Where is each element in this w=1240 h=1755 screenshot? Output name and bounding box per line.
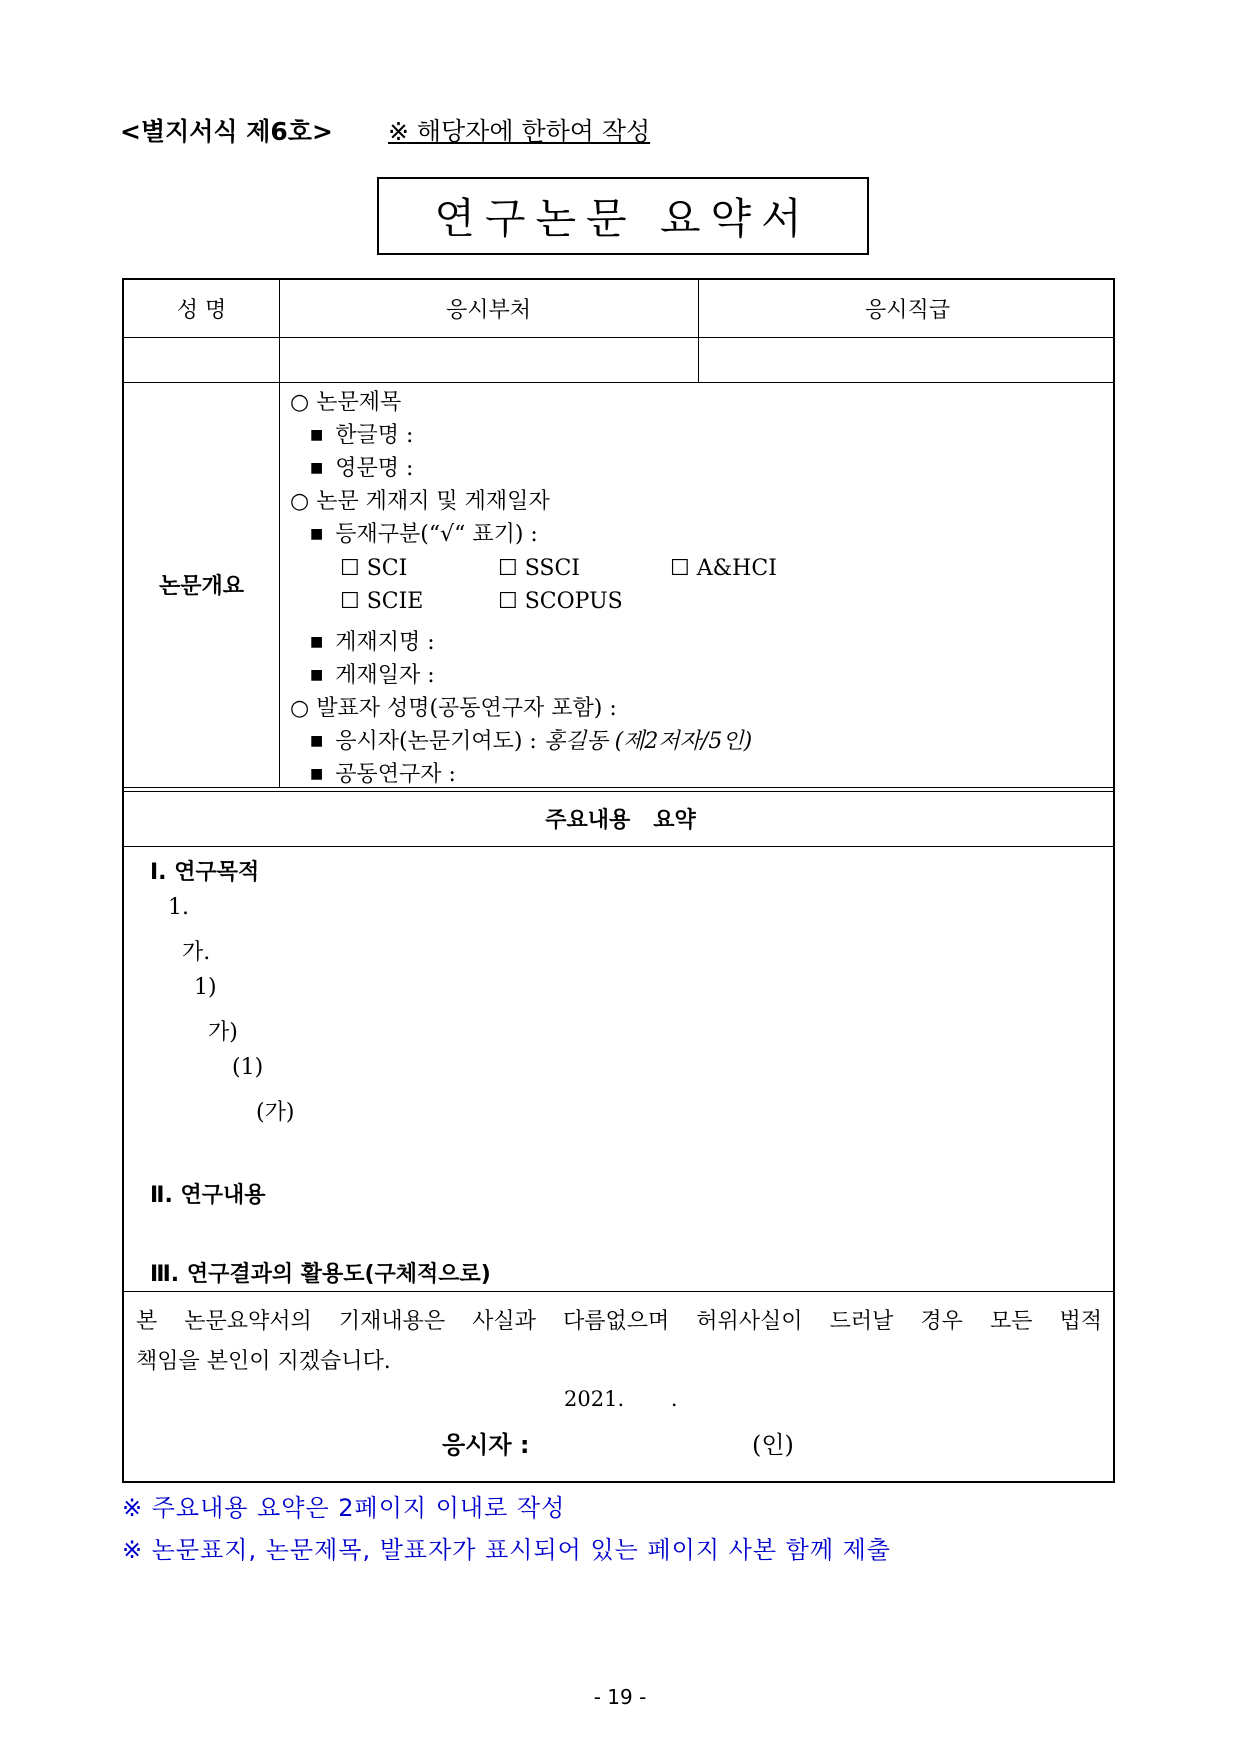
header-note: ※ 해당자에 한하여 작성 — [388, 117, 651, 146]
paper-title-heading: ○ 논문제목 — [290, 390, 402, 415]
journal-name-row — [310, 625, 435, 656]
korean-title-row — [310, 418, 413, 449]
pub-date-row — [310, 658, 435, 689]
declaration-line-1: 본 논문요약서의 기재내용은 사실과 다름없으며 허위사실이 드러날 경우 모든 법적 — [136, 1309, 1102, 1334]
form-number: <별지서식 제6호> — [120, 117, 333, 146]
outline-level-5: (1) — [232, 1055, 264, 1080]
category-label: 등재구분(“√“ 표기) : — [335, 522, 538, 547]
square-bullet-icon: ■ — [310, 526, 324, 542]
author-heading: ○ 발표자 성명(공동연구자 포함) : — [290, 696, 617, 721]
checkbox-ssci[interactable]: ☐ SSCI — [498, 556, 580, 581]
grade-field[interactable] — [698, 337, 1117, 382]
footnote-submit-copy: ※ 논문표지, 논문제목, 발표자가 표시되어 있는 페이지 사본 함께 제출 — [122, 1536, 891, 1564]
checkbox-sci[interactable]: ☐ SCI — [340, 556, 408, 581]
english-title-label: 영문명 : — [335, 456, 414, 481]
korean-title-label: 한글명 : — [335, 423, 414, 448]
square-bullet-icon: ■ — [310, 427, 324, 443]
form-header — [120, 112, 651, 148]
applicant-row — [310, 724, 752, 755]
signer-label: 응시자 : — [442, 1431, 530, 1459]
outline-level-4: 가) — [208, 1020, 238, 1045]
grade-header: 응시직급 — [864, 298, 950, 323]
section-3-heading: Ⅲ. 연구결과의 활용도(구체적으로) — [150, 1262, 491, 1287]
square-bullet-icon: ■ — [310, 733, 324, 749]
footnote-page-limit: ※ 주요내용 요약은 2페이지 이내로 작성 — [122, 1494, 566, 1522]
name-field[interactable] — [124, 337, 279, 382]
coauthor-row — [310, 757, 456, 788]
declaration-date: 2021. . — [564, 1387, 678, 1411]
checkbox-scie[interactable]: ☐ SCIE — [340, 589, 424, 614]
dept-field[interactable] — [279, 337, 698, 382]
section-2-heading: Ⅱ. 연구내용 — [150, 1183, 266, 1208]
square-bullet-icon: ■ — [310, 766, 324, 782]
overview-label: 논문개요 — [158, 574, 244, 599]
checkbox-ahci[interactable]: ☐ A&HCI — [670, 556, 777, 581]
applicant-label: 응시자(논문기여도) : — [335, 729, 537, 754]
outline-level-6: (가) — [256, 1100, 295, 1125]
checkbox-scopus[interactable]: ☐ SCOPUS — [498, 589, 623, 614]
name-header: 성 명 — [176, 298, 227, 323]
english-title-row — [310, 451, 413, 482]
summary-heading: 주요내용 요약 — [545, 808, 696, 833]
document-title: 연구논문 요약서 — [377, 177, 869, 255]
journal-name-label: 게재지명 : — [335, 630, 435, 655]
square-bullet-icon: ■ — [310, 460, 324, 476]
category-row — [310, 517, 538, 548]
square-bullet-icon: ■ — [310, 634, 324, 650]
pub-date-label: 게재일자 : — [335, 663, 435, 688]
outline-level-1: 1. — [168, 895, 189, 920]
summary-form — [122, 278, 1115, 1483]
coauthor-label: 공동연구자 : — [335, 762, 456, 787]
applicant-example: 홍길동 (제2저자/5인) — [543, 729, 753, 754]
outline-level-2: 가. — [182, 940, 211, 965]
seal-label: (인) — [752, 1431, 794, 1459]
page-number: - 19 - — [593, 1685, 647, 1709]
square-bullet-icon: ■ — [310, 667, 324, 683]
outline-level-3: 1) — [194, 975, 217, 1000]
dept-header: 응시부처 — [445, 298, 531, 323]
declaration-line-2: 책임을 본인이 지겠습니다. — [136, 1349, 391, 1374]
section-1-heading: Ⅰ. 연구목적 — [150, 860, 260, 885]
journal-heading: ○ 논문 게재지 및 게재일자 — [290, 489, 550, 514]
